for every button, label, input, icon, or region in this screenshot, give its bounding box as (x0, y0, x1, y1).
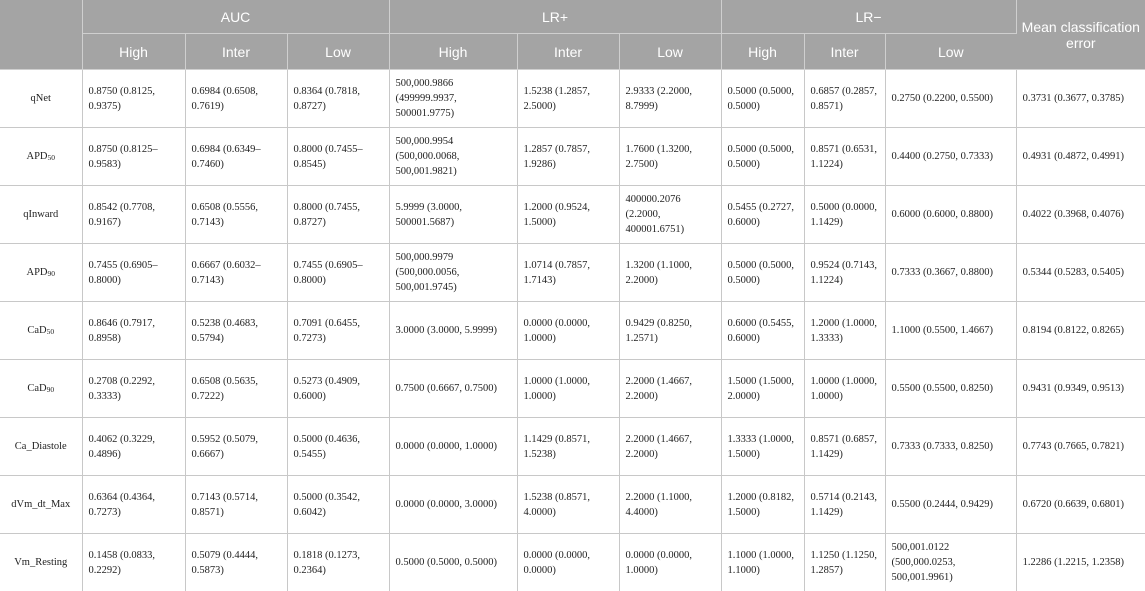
metric-subscript: 50 (48, 153, 56, 162)
value-cell-auc-inter: 0.5952 (0.5079, 0.6667) (185, 418, 287, 476)
value-cell-auc-low: 0.8000 (0.7455, 0.8727) (287, 186, 389, 244)
value-cell-lrp-low: 1.7600 (1.3200, 2.7500) (619, 128, 721, 186)
value-cell-lrm-low: 0.5500 (0.2444, 0.9429) (885, 476, 1016, 534)
value-cell-lrm-high: 1.5000 (1.5000, 2.0000) (721, 360, 804, 418)
value-cell-lrp-inter: 0.0000 (0.0000, 1.0000) (517, 302, 619, 360)
header-lrp-low: Low (619, 34, 721, 70)
value-cell-lrp-low: 0.9429 (0.8250, 1.2571) (619, 302, 721, 360)
value-cell-auc-inter: 0.6508 (0.5635, 0.7222) (185, 360, 287, 418)
table-body (0, 70, 1145, 591)
value-cell-lrp-inter: 1.2857 (0.7857, 1.9286) (517, 128, 619, 186)
metric-subscript: 90 (47, 385, 55, 394)
metric-name: Vm_Resting (14, 557, 67, 568)
value-cell-lrp-inter: 1.5238 (0.8571, 4.0000) (517, 476, 619, 534)
table-row (0, 128, 1145, 186)
value-cell-lrm-high: 1.1000 (1.0000, 1.1000) (721, 534, 804, 591)
value-cell-lrm-low: 500,001.0122 (500,000.0253, 500,001.9961) (885, 534, 1016, 591)
metric-name-cell (0, 360, 82, 418)
header-auc: AUC (82, 0, 389, 34)
value-cell-auc-high: 0.8646 (0.7917, 0.8958) (82, 302, 185, 360)
value-cell-auc-inter: 0.5238 (0.4683, 0.5794) (185, 302, 287, 360)
value-cell-lrp-high: 0.0000 (0.0000, 1.0000) (389, 418, 517, 476)
value-cell-auc-low: 0.5000 (0.3542, 0.6042) (287, 476, 389, 534)
value-cell-auc-high: 0.4062 (0.3229, 0.4896) (82, 418, 185, 476)
value-cell-lrm-inter: 0.5000 (0.0000, 1.1429) (804, 186, 885, 244)
value-cell-lrp-high: 500,000.9979 (500,000.0056, 500,001.9745) (389, 244, 517, 302)
value-cell-lrp-low: 0.0000 (0.0000, 1.0000) (619, 534, 721, 591)
value-cell-auc-inter: 0.7143 (0.5714, 0.8571) (185, 476, 287, 534)
value-cell-auc-inter: 0.5079 (0.4444, 0.5873) (185, 534, 287, 591)
value-cell-lrp-high: 500,000.9866 (499999.9937, 500001.9775) (389, 70, 517, 128)
metric-name-cell (0, 128, 82, 186)
value-cell-auc-low: 0.8364 (0.7818, 0.8727) (287, 70, 389, 128)
value-cell-lrp-low: 400000.2076 (2.2000, 400001.6751) (619, 186, 721, 244)
metric-name-cell (0, 70, 82, 128)
value-cell-auc-low: 0.7455 (0.6905–0.8000) (287, 244, 389, 302)
header-group-row (0, 0, 1145, 34)
metric-name: APD (26, 267, 47, 278)
table-row (0, 418, 1145, 476)
value-cell-lrm-inter: 0.6857 (0.2857, 0.8571) (804, 70, 885, 128)
metric-name: dVm_dt_Max (11, 499, 70, 510)
value-cell-mean-error: 0.4022 (0.3968, 0.4076) (1016, 186, 1145, 244)
value-cell-lrp-high: 0.5000 (0.5000, 0.5000) (389, 534, 517, 591)
metric-subscript: 50 (47, 327, 55, 336)
value-cell-auc-low: 0.5000 (0.4636, 0.5455) (287, 418, 389, 476)
metric-name: Ca_Diastole (15, 441, 67, 452)
value-cell-lrp-high: 0.7500 (0.6667, 0.7500) (389, 360, 517, 418)
header-auc-inter: Inter (185, 34, 287, 70)
value-cell-lrp-inter: 0.0000 (0.0000, 0.0000) (517, 534, 619, 591)
value-cell-mean-error: 0.7743 (0.7665, 0.7821) (1016, 418, 1145, 476)
value-cell-lrp-inter: 1.2000 (0.9524, 1.5000) (517, 186, 619, 244)
header-mean-classification-error: Mean classification error (1016, 0, 1145, 70)
value-cell-lrm-inter: 1.1250 (1.1250, 1.2857) (804, 534, 885, 591)
value-cell-mean-error: 1.2286 (1.2215, 1.2358) (1016, 534, 1145, 591)
value-cell-auc-high: 0.8750 (0.8125–0.9583) (82, 128, 185, 186)
value-cell-lrm-high: 0.5455 (0.2727, 0.6000) (721, 186, 804, 244)
value-cell-auc-high: 0.6364 (0.4364, 0.7273) (82, 476, 185, 534)
value-cell-lrm-high: 0.6000 (0.5455, 0.6000) (721, 302, 804, 360)
value-cell-auc-high: 0.8750 (0.8125, 0.9375) (82, 70, 185, 128)
value-cell-lrm-inter: 1.2000 (1.0000, 1.3333) (804, 302, 885, 360)
value-cell-mean-error: 0.4931 (0.4872, 0.4991) (1016, 128, 1145, 186)
value-cell-auc-inter: 0.6984 (0.6349–0.7460) (185, 128, 287, 186)
header-lr-plus: LR+ (389, 0, 721, 34)
table-row (0, 534, 1145, 591)
value-cell-lrp-high: 500,000.9954 (500,000.0068, 500,001.9821) (389, 128, 517, 186)
value-cell-lrm-low: 1.1000 (0.5500, 1.4667) (885, 302, 1016, 360)
metric-name: qNet (31, 93, 51, 104)
value-cell-mean-error: 0.6720 (0.6639, 0.6801) (1016, 476, 1145, 534)
metric-subscript: 90 (48, 269, 56, 278)
metric-name: CaD (27, 383, 46, 394)
table-row (0, 244, 1145, 302)
value-cell-lrp-low: 1.3200 (1.1000, 2.2000) (619, 244, 721, 302)
value-cell-lrm-inter: 0.9524 (0.7143, 1.1224) (804, 244, 885, 302)
value-cell-lrp-low: 2.2000 (1.4667, 2.2000) (619, 360, 721, 418)
value-cell-lrp-inter: 1.0000 (1.0000, 1.0000) (517, 360, 619, 418)
header-auc-low: Low (287, 34, 389, 70)
value-cell-lrp-low: 2.2000 (1.1000, 4.4000) (619, 476, 721, 534)
header-lrm-high: High (721, 34, 804, 70)
value-cell-lrp-inter: 1.5238 (1.2857, 2.5000) (517, 70, 619, 128)
value-cell-lrm-inter: 0.8571 (0.6857, 1.1429) (804, 418, 885, 476)
value-cell-lrp-low: 2.9333 (2.2000, 8.7999) (619, 70, 721, 128)
value-cell-auc-inter: 0.6667 (0.6032–0.7143) (185, 244, 287, 302)
value-cell-lrm-low: 0.4400 (0.2750, 0.7333) (885, 128, 1016, 186)
value-cell-lrm-high: 0.5000 (0.5000, 0.5000) (721, 70, 804, 128)
value-cell-lrm-low: 0.6000 (0.6000, 0.8800) (885, 186, 1016, 244)
metric-name: APD (26, 151, 47, 162)
value-cell-auc-low: 0.5273 (0.4909, 0.6000) (287, 360, 389, 418)
value-cell-lrp-high: 5.9999 (3.0000, 500001.5687) (389, 186, 517, 244)
header-lrp-high: High (389, 34, 517, 70)
value-cell-lrp-low: 2.2000 (1.4667, 2.2000) (619, 418, 721, 476)
header-auc-high: High (82, 34, 185, 70)
table-row (0, 360, 1145, 418)
header-subcol-row (0, 34, 1145, 70)
value-cell-mean-error: 0.9431 (0.9349, 0.9513) (1016, 360, 1145, 418)
value-cell-lrp-inter: 1.0714 (0.7857, 1.7143) (517, 244, 619, 302)
metric-name-cell (0, 418, 82, 476)
value-cell-lrm-low: 0.7333 (0.7333, 0.8250) (885, 418, 1016, 476)
metric-name-cell (0, 244, 82, 302)
value-cell-lrm-low: 0.7333 (0.3667, 0.8800) (885, 244, 1016, 302)
metric-name-cell (0, 476, 82, 534)
header-lrm-inter: Inter (804, 34, 885, 70)
value-cell-lrp-high: 3.0000 (3.0000, 5.9999) (389, 302, 517, 360)
value-cell-lrm-low: 0.5500 (0.5500, 0.8250) (885, 360, 1016, 418)
header-lrp-inter: Inter (517, 34, 619, 70)
value-cell-mean-error: 0.3731 (0.3677, 0.3785) (1016, 70, 1145, 128)
value-cell-lrm-low: 0.2750 (0.2200, 0.5500) (885, 70, 1016, 128)
value-cell-lrm-high: 0.5000 (0.5000, 0.5000) (721, 244, 804, 302)
metric-name-cell (0, 186, 82, 244)
value-cell-lrm-inter: 1.0000 (1.0000, 1.0000) (804, 360, 885, 418)
value-cell-mean-error: 0.8194 (0.8122, 0.8265) (1016, 302, 1145, 360)
table-row (0, 302, 1145, 360)
value-cell-mean-error: 0.5344 (0.5283, 0.5405) (1016, 244, 1145, 302)
value-cell-auc-high: 0.1458 (0.0833, 0.2292) (82, 534, 185, 591)
value-cell-auc-high: 0.8542 (0.7708, 0.9167) (82, 186, 185, 244)
metric-name-cell (0, 534, 82, 591)
metric-name-cell (0, 302, 82, 360)
value-cell-lrm-high: 0.5000 (0.5000, 0.5000) (721, 128, 804, 186)
value-cell-auc-low: 0.8000 (0.7455–0.8545) (287, 128, 389, 186)
value-cell-lrm-high: 1.3333 (1.0000, 1.5000) (721, 418, 804, 476)
metric-name: CaD (27, 325, 46, 336)
header-lr-minus: LR− (721, 0, 1016, 34)
value-cell-auc-inter: 0.6984 (0.6508, 0.7619) (185, 70, 287, 128)
value-cell-auc-inter: 0.6508 (0.5556, 0.7143) (185, 186, 287, 244)
value-cell-auc-low: 0.1818 (0.1273, 0.2364) (287, 534, 389, 591)
table-row (0, 476, 1145, 534)
value-cell-lrm-inter: 0.5714 (0.2143, 1.1429) (804, 476, 885, 534)
value-cell-lrm-inter: 0.8571 (0.6531, 1.1224) (804, 128, 885, 186)
value-cell-auc-low: 0.7091 (0.6455, 0.7273) (287, 302, 389, 360)
value-cell-auc-high: 0.2708 (0.2292, 0.3333) (82, 360, 185, 418)
header-lrm-low: Low (885, 34, 1016, 70)
value-cell-auc-high: 0.7455 (0.6905–0.8000) (82, 244, 185, 302)
header-blank-cell (0, 0, 82, 70)
value-cell-lrm-high: 1.2000 (0.8182, 1.5000) (721, 476, 804, 534)
table-row (0, 186, 1145, 244)
metric-name: qInward (23, 209, 58, 220)
value-cell-lrp-inter: 1.1429 (0.8571, 1.5238) (517, 418, 619, 476)
table-header (0, 0, 1145, 70)
value-cell-lrp-high: 0.0000 (0.0000, 3.0000) (389, 476, 517, 534)
table-row (0, 70, 1145, 128)
